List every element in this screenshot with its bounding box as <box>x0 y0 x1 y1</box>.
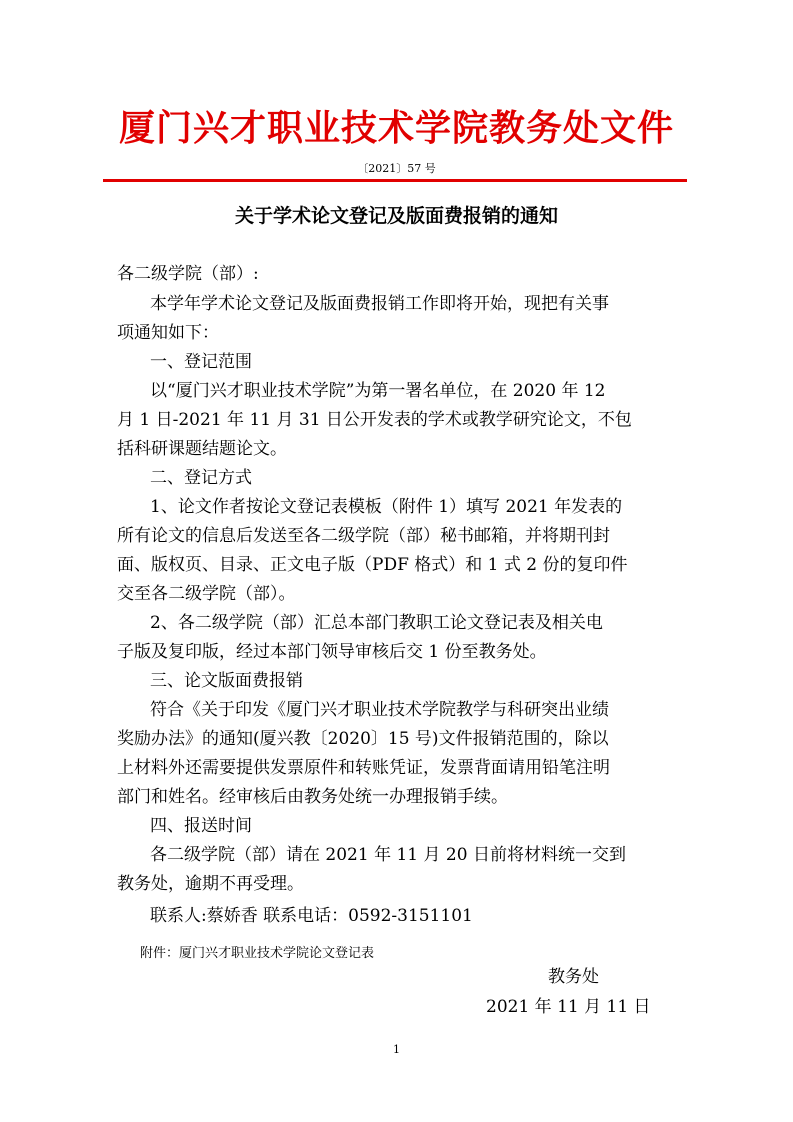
paragraph-line: 交至各二级学院（部）。 <box>117 584 296 604</box>
paragraph-line: 教务处，逾期不再受理。 <box>117 874 304 894</box>
paragraph-line: 所有论文的信息后发送至各二级学院（部）秘书邮箱，并将期刊封 <box>117 526 610 546</box>
paragraph-line: 2、各二级学院（部）汇总本部门教职工论文登记表及相关电 <box>150 613 603 633</box>
attachment-note: 附件：厦门兴才职业技术学院论文登记表 <box>140 946 375 961</box>
signature-office: 教务处 <box>548 967 599 987</box>
contact-line: 联系人:蔡娇香 联系电话：0592-3151101 <box>150 906 473 926</box>
document-header-title: 厦门兴才职业技术学院教务处文件 <box>118 108 674 149</box>
paragraph-line: 1、论文作者按论文登记表模板（附件 1）填写 2021 年发表的 <box>150 497 623 517</box>
paragraph-line: 子版及复印版，经过本部门领导审核后交 1 份至教务处。 <box>117 642 547 662</box>
paragraph-line: 以“厦门兴才职业技术学院”为第一署名单位，在 2020 年 12 <box>150 381 606 401</box>
paragraph-line: 上材料外还需要提供发票原件和转账凭证，发票背面请用铅笔注明 <box>117 758 610 778</box>
document-number: 〔2021〕57 号 <box>357 162 436 175</box>
header-red-rule <box>103 179 687 182</box>
section-heading: 一、登记范围 <box>150 352 252 372</box>
paragraph-line: 面、版权页、目录、正文电子版（PDF 格式）和 1 式 2 份的复印件 <box>117 555 628 575</box>
paragraph-line: 月 1 日-2021 年 11 月 31 日公开发表的学术或教学研究论文，不包 <box>117 410 632 430</box>
signature-date: 2021 年 11 月 11 日 <box>486 997 651 1017</box>
notice-title: 关于学术论文登记及版面费报销的通知 <box>234 205 558 227</box>
paragraph-line: 括科研课题结题论文。 <box>117 439 287 459</box>
paragraph-line: 各二级学院（部）: <box>117 264 259 284</box>
paragraph-line: 项通知如下： <box>117 323 219 343</box>
page-number: 1 <box>393 1043 400 1056</box>
section-heading: 四、报送时间 <box>150 816 252 836</box>
paragraph-line: 奖励办法》的通知(厦兴教〔2020〕15 号)文件报销范围的，除以 <box>117 729 609 749</box>
paragraph-line: 各二级学院（部）请在 2021 年 11 月 20 日前将材料统一交到 <box>150 845 626 865</box>
section-heading: 三、论文版面费报销 <box>150 671 303 691</box>
paragraph-line: 部门和姓名。经审核后由教务处统一办理报销手续。 <box>117 787 508 807</box>
section-heading: 二、登记方式 <box>150 468 252 488</box>
paragraph-line: 本学年学术论文登记及版面费报销工作即将开始，现把有关事 <box>150 294 609 314</box>
paragraph-line: 符合《关于印发《厦门兴才职业技术学院教学与科研突出业绩 <box>150 700 609 720</box>
